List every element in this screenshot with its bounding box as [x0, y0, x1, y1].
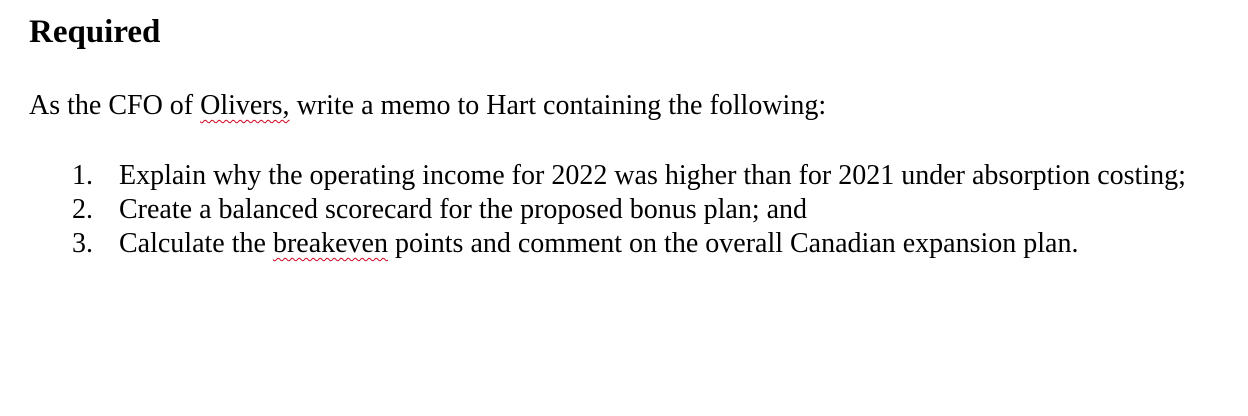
- requirements-list: [0, 159, 1248, 261]
- list-item: [0, 159, 1248, 193]
- list-item: [0, 193, 1248, 227]
- intro-paragraph: [29, 87, 826, 125]
- list-item-number: 2.: [72, 194, 93, 225]
- breakeven-spellcheck: breakeven: [272, 228, 388, 259]
- list-item: [0, 227, 1248, 261]
- list-item-text: [119, 227, 1209, 261]
- list-item-text-end: points and comment on the overall Canadian expansion plan.: [387, 228, 1079, 259]
- company-name-spellcheck: Olivers,: [200, 90, 290, 121]
- section-heading: Required: [29, 14, 161, 50]
- list-item-text: Explain why the operating income for 2022 was higher than for 2021 under absorption costing;: [119, 160, 1186, 191]
- list-item-text: Create a balanced scorecard for the proposed bonus plan; and: [119, 194, 808, 225]
- list-item-number: 3.: [72, 228, 93, 259]
- intro-text-start: As the CFO of: [29, 90, 201, 121]
- list-item-number: 1.: [72, 160, 93, 191]
- list-item-text-start: Calculate the: [119, 228, 273, 259]
- intro-text-end: write a memo to Hart containing the following:: [289, 90, 827, 121]
